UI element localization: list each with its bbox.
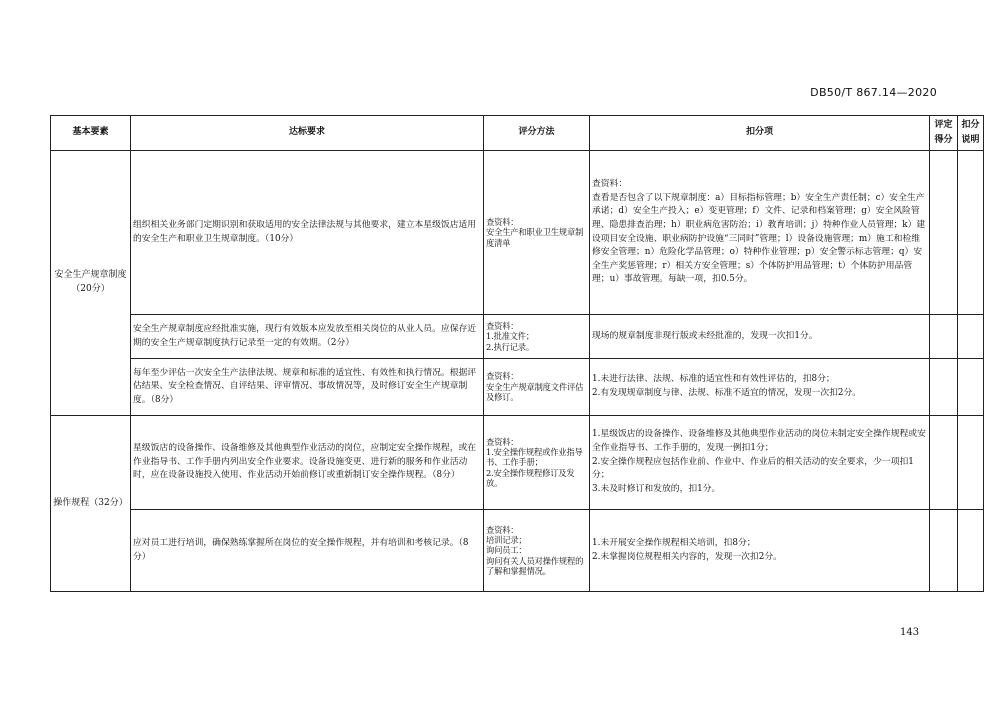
deduction-line: 现场的规章制度非现行版或未经批准的，发现一次扣1分。 bbox=[592, 330, 818, 341]
method-line: 询问有关人员对操作规程的了解和掌握情况。 bbox=[486, 555, 584, 577]
document-code: DB50/T 867.14—2020 bbox=[810, 86, 937, 99]
deduction-cell bbox=[590, 359, 930, 416]
method-line: 2.安全操作规程修订及发放。 bbox=[486, 467, 575, 489]
col-header-score-line1: 评定 bbox=[934, 119, 953, 130]
col-header-deductions: 扣分项 bbox=[590, 116, 930, 151]
deduction-line: 1.未进行法律、法规、标准的适宜性和有效性评估的，扣8分； bbox=[592, 374, 835, 385]
method-cell bbox=[484, 151, 590, 315]
deduction-line: 查看是否包含了以下规章制度：a）目标指标管理；b）安全生产责任制；c）安全生产承诺；d）安全生产投入；e）变更管理；f）文件、记录和档案管理；g）安全风险管理、隐患排查治理；h）职业病危害防治；i）教育培训；j）特种作业人员管理；k）建设项目安全设施、职业病防护设施“三同时”管理；l）设备设施管理；m）施工和检维修安全管理；n）危险化学品管理；o）特种作业管理；p）安全警示标志管理；q）安全生产奖惩管理；r）相关方安全管理；s）个体防护用品管理；t）个体防护用品管理；u）事故管理。每缺一项，扣0.5分。 bbox=[592, 192, 926, 285]
requirement-cell: 星级饭店的设备操作、设备维修及其他典型作业活动的岗位，应制定安全操作规程，或在作业指导书、工作手册内列出安全作业要求。设备设施变更、进行新的服务和作业活动时，应在设备设施投入使用、作业活动开始前修订或重新制订安全操作规程。（8分） bbox=[131, 416, 484, 510]
deduction-line: 1.未开展安全操作规程相关培训，扣8分； bbox=[592, 537, 756, 548]
requirement-cell: 每年至少评估一次安全生产法律法规、规章和标准的适宜性、有效性和执行情况。根据评估结果、安全检查情况、自评结果、评审情况、事故情况等，及时修订安全生产规章制度。（8分） bbox=[131, 359, 484, 416]
deduction-line: 2.安全操作规程应包括作业前、作业中、作业后的相关活动的安全要求，少一项扣1分； bbox=[592, 456, 914, 481]
note-cell[interactable] bbox=[958, 359, 984, 416]
method-line: 安全生产规章制度文件评估及修订。 bbox=[486, 381, 584, 403]
deduction-cell bbox=[590, 151, 930, 315]
method-cell bbox=[484, 359, 590, 416]
table-row bbox=[51, 315, 984, 359]
table-header-row bbox=[51, 116, 984, 151]
requirement-cell: 安全生产规章制度应经批准实施，现行有效版本应发放至相关岗位的从业人员。应保存近期的安全生产规章制度执行记录至一定的有效期。（2分） bbox=[131, 315, 484, 359]
deduction-line: 2.未掌握岗位规程相关内容的，发现一次扣2分。 bbox=[592, 551, 782, 562]
deduction-line: 3.未及时修订和发放的，扣1分。 bbox=[592, 483, 721, 494]
deduction-line: 查资料： bbox=[592, 179, 628, 189]
deduction-line: 1.星级饭店的设备操作、设备维修及其他典型作业活动的岗位未制定安全操作规程或安全作业指导书、工作手册的，发现一例扣1分； bbox=[592, 429, 926, 454]
score-cell[interactable] bbox=[930, 359, 958, 416]
requirement-cell: 组织相关业务部门定期识别和获取适用的安全法律法规与其他要求，建立本星级饭店适用的安全生产和职业卫生规章制度。（10分） bbox=[131, 151, 484, 315]
note-cell[interactable] bbox=[958, 151, 984, 315]
method-line: 查资料： bbox=[486, 216, 519, 227]
score-cell[interactable] bbox=[930, 315, 958, 359]
standards-table bbox=[50, 115, 984, 592]
col-header-score bbox=[930, 116, 958, 151]
method-line: 查资料： bbox=[486, 524, 519, 535]
score-cell[interactable] bbox=[930, 151, 958, 315]
col-header-element: 基本要素 bbox=[51, 116, 131, 151]
deduction-cell bbox=[590, 416, 930, 510]
method-line: 查资料： bbox=[486, 436, 519, 447]
method-line: 安全生产和职业卫生规章制度清单 bbox=[486, 227, 584, 248]
col-header-requirement: 达标要求 bbox=[131, 116, 484, 151]
method-line: 询问员工： bbox=[486, 545, 527, 556]
element-cell: 操作规程（32分） bbox=[51, 416, 131, 592]
col-header-score-line2: 得分 bbox=[934, 135, 953, 145]
method-line: 2.执行记录。 bbox=[486, 341, 535, 352]
col-header-note-line2: 说明 bbox=[961, 135, 980, 145]
method-cell bbox=[484, 510, 590, 592]
deduction-cell bbox=[590, 315, 930, 359]
score-cell[interactable] bbox=[930, 510, 958, 592]
method-line: 培训记录； bbox=[486, 534, 527, 545]
note-cell[interactable] bbox=[958, 510, 984, 592]
method-line: 查资料： bbox=[486, 320, 519, 331]
method-line: 查资料： bbox=[486, 371, 519, 382]
method-cell bbox=[484, 315, 590, 359]
requirement-cell: 应对员工进行培训，确保熟练掌握所在岗位的安全操作规程，并有培训和考核记录。（8分） bbox=[131, 510, 484, 592]
score-cell[interactable] bbox=[930, 416, 958, 510]
method-line: 1.批准文件； bbox=[486, 331, 535, 342]
table-row bbox=[51, 510, 984, 592]
page-number: 143 bbox=[900, 627, 920, 638]
col-header-note bbox=[958, 116, 984, 151]
note-cell[interactable] bbox=[958, 315, 984, 359]
table-row bbox=[51, 359, 984, 416]
method-cell bbox=[484, 416, 590, 510]
method-line: 1.安全操作规程或作业指导书、工作手册； bbox=[486, 446, 583, 468]
table-row bbox=[51, 416, 984, 510]
deduction-cell bbox=[590, 510, 930, 592]
deduction-line: 2.有发现规章制度与律、法规、标准不适宜的情况，发现一次扣2分。 bbox=[592, 388, 862, 398]
col-header-method: 评分方法 bbox=[484, 116, 590, 151]
table-row bbox=[51, 151, 984, 315]
col-header-note-line1: 扣分 bbox=[961, 119, 980, 130]
element-cell: 安全生产规章制度（20分） bbox=[51, 151, 131, 416]
note-cell[interactable] bbox=[958, 416, 984, 510]
